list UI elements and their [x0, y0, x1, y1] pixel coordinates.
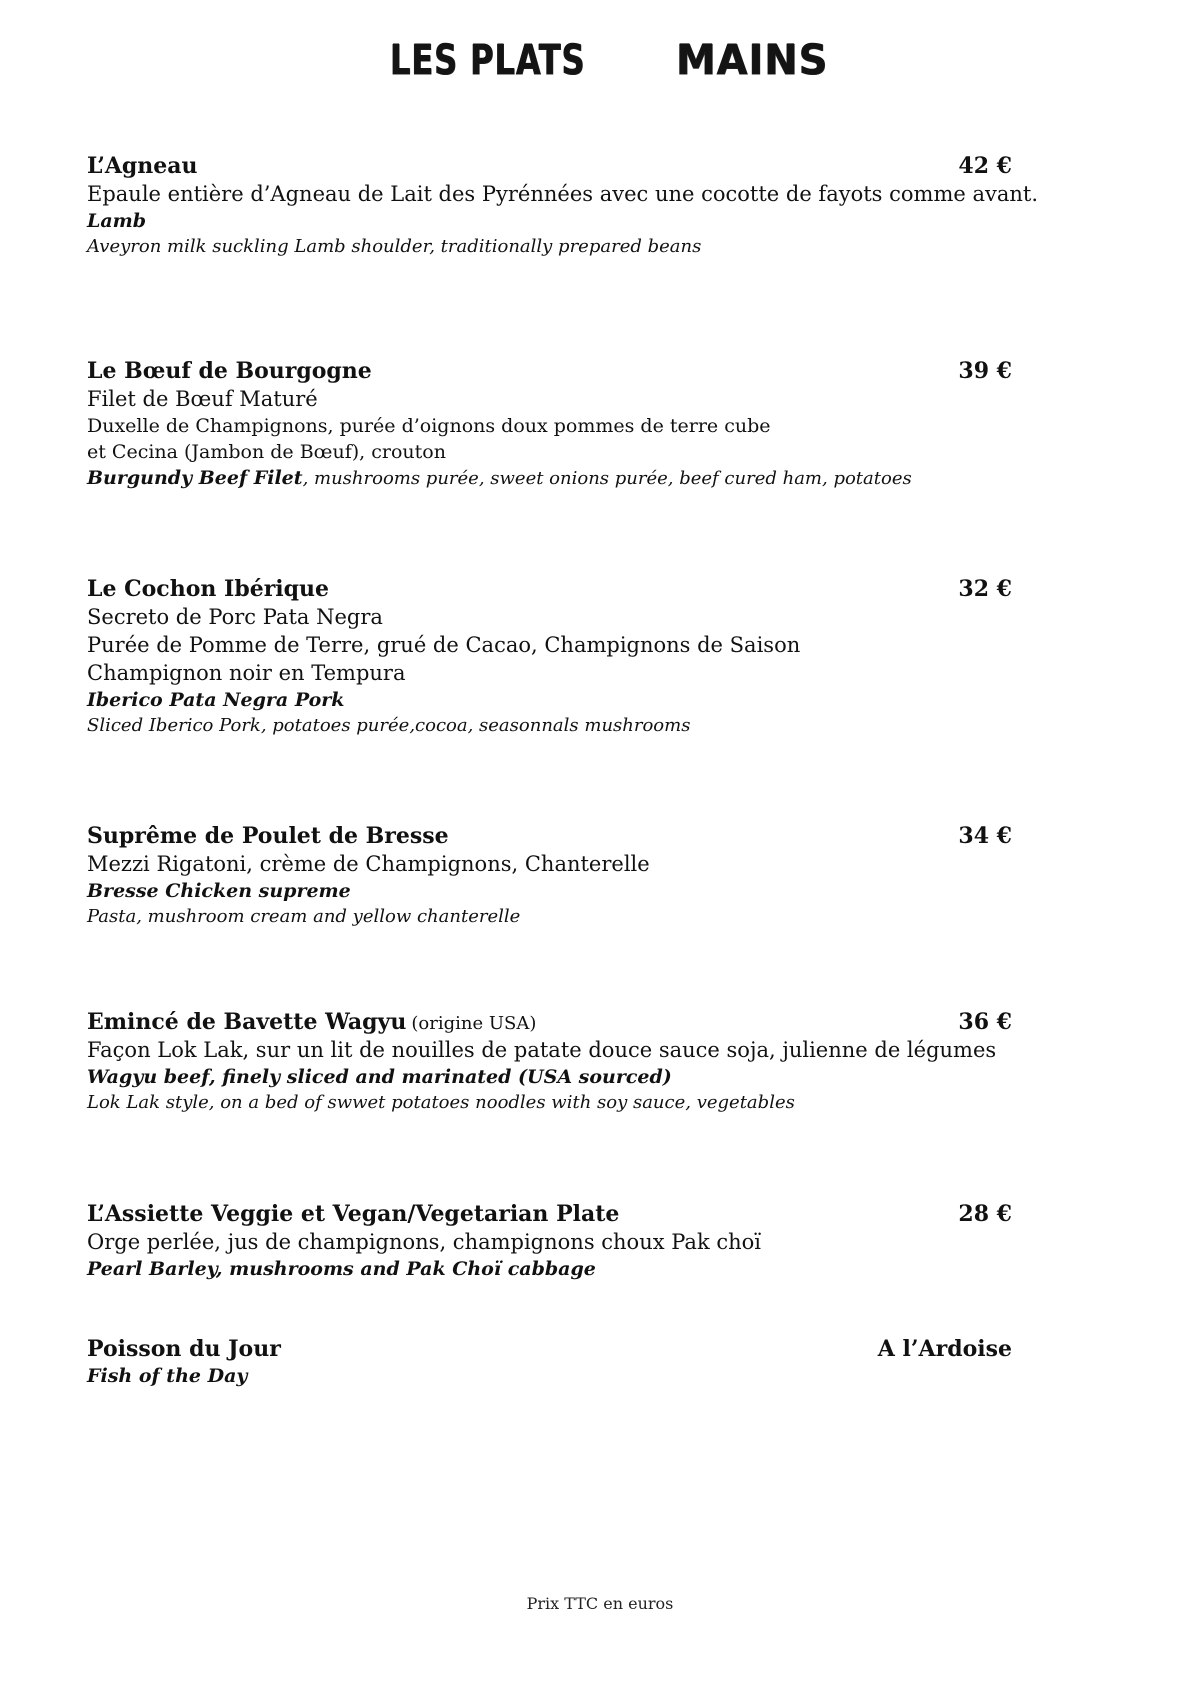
- footer-price-note: Prix TTC en euros: [526, 1594, 674, 1613]
- dish-poisson-du-jour: [87, 1335, 1012, 1389]
- dish-name: L’Agneau: [87, 153, 198, 179]
- dish-cochon-iberique: [87, 575, 1012, 739]
- dish-description-fr: Secreto de Porc Pata Negra: [87, 605, 383, 629]
- dish-description-fr: Champignon noir en Tempura: [87, 661, 406, 685]
- dish-assiette-veggie: [87, 1200, 1012, 1282]
- dish-title-en: Fish of the Day: [87, 1365, 248, 1387]
- dish-price: A l’Ardoise: [877, 1336, 1012, 1362]
- dish-name: Le Bœuf de Bourgogne: [87, 358, 372, 384]
- dish-price: 28 €: [958, 1201, 1012, 1227]
- dish-description-en: Sliced Iberico Pork, potatoes purée,cocoa, seasonnals mushrooms: [87, 715, 691, 736]
- menu-heading: [0, 30, 1200, 90]
- dish-price: 34 €: [958, 823, 1012, 849]
- dish-description-fr-detail: Duxelle de Champignons, purée d’oignons doux pommes de terre cube: [87, 415, 771, 437]
- dish-name: L’Assiette Veggie et Vegan/Vegetarian Plate: [87, 1201, 620, 1227]
- dish-poulet-bresse: [87, 822, 1012, 930]
- dish-description-fr: Orge perlée, jus de champignons, champignons choux Pak choï: [87, 1230, 761, 1254]
- dish-price: 39 €: [958, 358, 1012, 384]
- dish-price: 42 €: [958, 153, 1012, 179]
- dish-description-fr-detail: et Cecina (Jambon de Bœuf), crouton: [87, 441, 446, 463]
- dish-price: 36 €: [958, 1009, 1012, 1035]
- dish-description-en: Aveyron milk suckling Lamb shoulder, traditionally prepared beans: [87, 236, 702, 257]
- dish-description-fr: Mezzi Rigatoni, crème de Champignons, Chanterelle: [87, 852, 650, 876]
- dish-description-en: , mushrooms purée, sweet onions purée, beef cured ham, potatoes: [302, 468, 912, 489]
- dish-title-en: Wagyu beef, finely sliced and marinated (USA sourced): [87, 1066, 672, 1088]
- dish-title-en: Lamb: [87, 210, 147, 232]
- dish-title-en: Burgundy Beef Filet: [87, 467, 303, 489]
- dish-name: Poisson du Jour: [87, 1336, 281, 1362]
- dish-name: Le Cochon Ibérique: [87, 576, 330, 602]
- dish-title-en: Bresse Chicken supreme: [87, 880, 351, 902]
- heading-mains: MAINS: [676, 35, 829, 84]
- dish-description-en: Pasta, mushroom cream and yellow chanterelle: [87, 906, 521, 927]
- dish-price: 32 €: [958, 576, 1012, 602]
- dish-description-fr: Filet de Bœuf Maturé: [87, 387, 318, 411]
- dish-description-fr: Façon Lok Lak, sur un lit de nouilles de patate douce sauce soja, julienne de légumes: [87, 1038, 997, 1062]
- dish-description-fr: Purée de Pomme de Terre, grué de Cacao, Champignons de Saison: [87, 633, 801, 657]
- dish-name: Suprême de Poulet de Bresse: [87, 823, 449, 849]
- dish-agneau: [87, 152, 1038, 260]
- dish-description-en: Lok Lak style, on a bed of swwet potatoes noodles with soy sauce, vegetables: [87, 1092, 795, 1113]
- dish-bavette-wagyu: [87, 1008, 1012, 1116]
- dish-title-en: Iberico Pata Negra Pork: [87, 689, 345, 711]
- dish-description-fr: Epaule entière d’Agneau de Lait des Pyrénnées avec une cocotte de fayots comme avant.: [87, 182, 1038, 206]
- heading-les-plats: LES PLATS: [390, 35, 586, 84]
- dish-origin: (origine USA): [411, 1013, 537, 1034]
- dish-title-en: Pearl Barley, mushrooms and Pak Choï cabbage: [87, 1258, 596, 1280]
- dish-boeuf-bourgogne: [87, 357, 1012, 492]
- dish-name: Emincé de Bavette Wagyu: [87, 1009, 407, 1035]
